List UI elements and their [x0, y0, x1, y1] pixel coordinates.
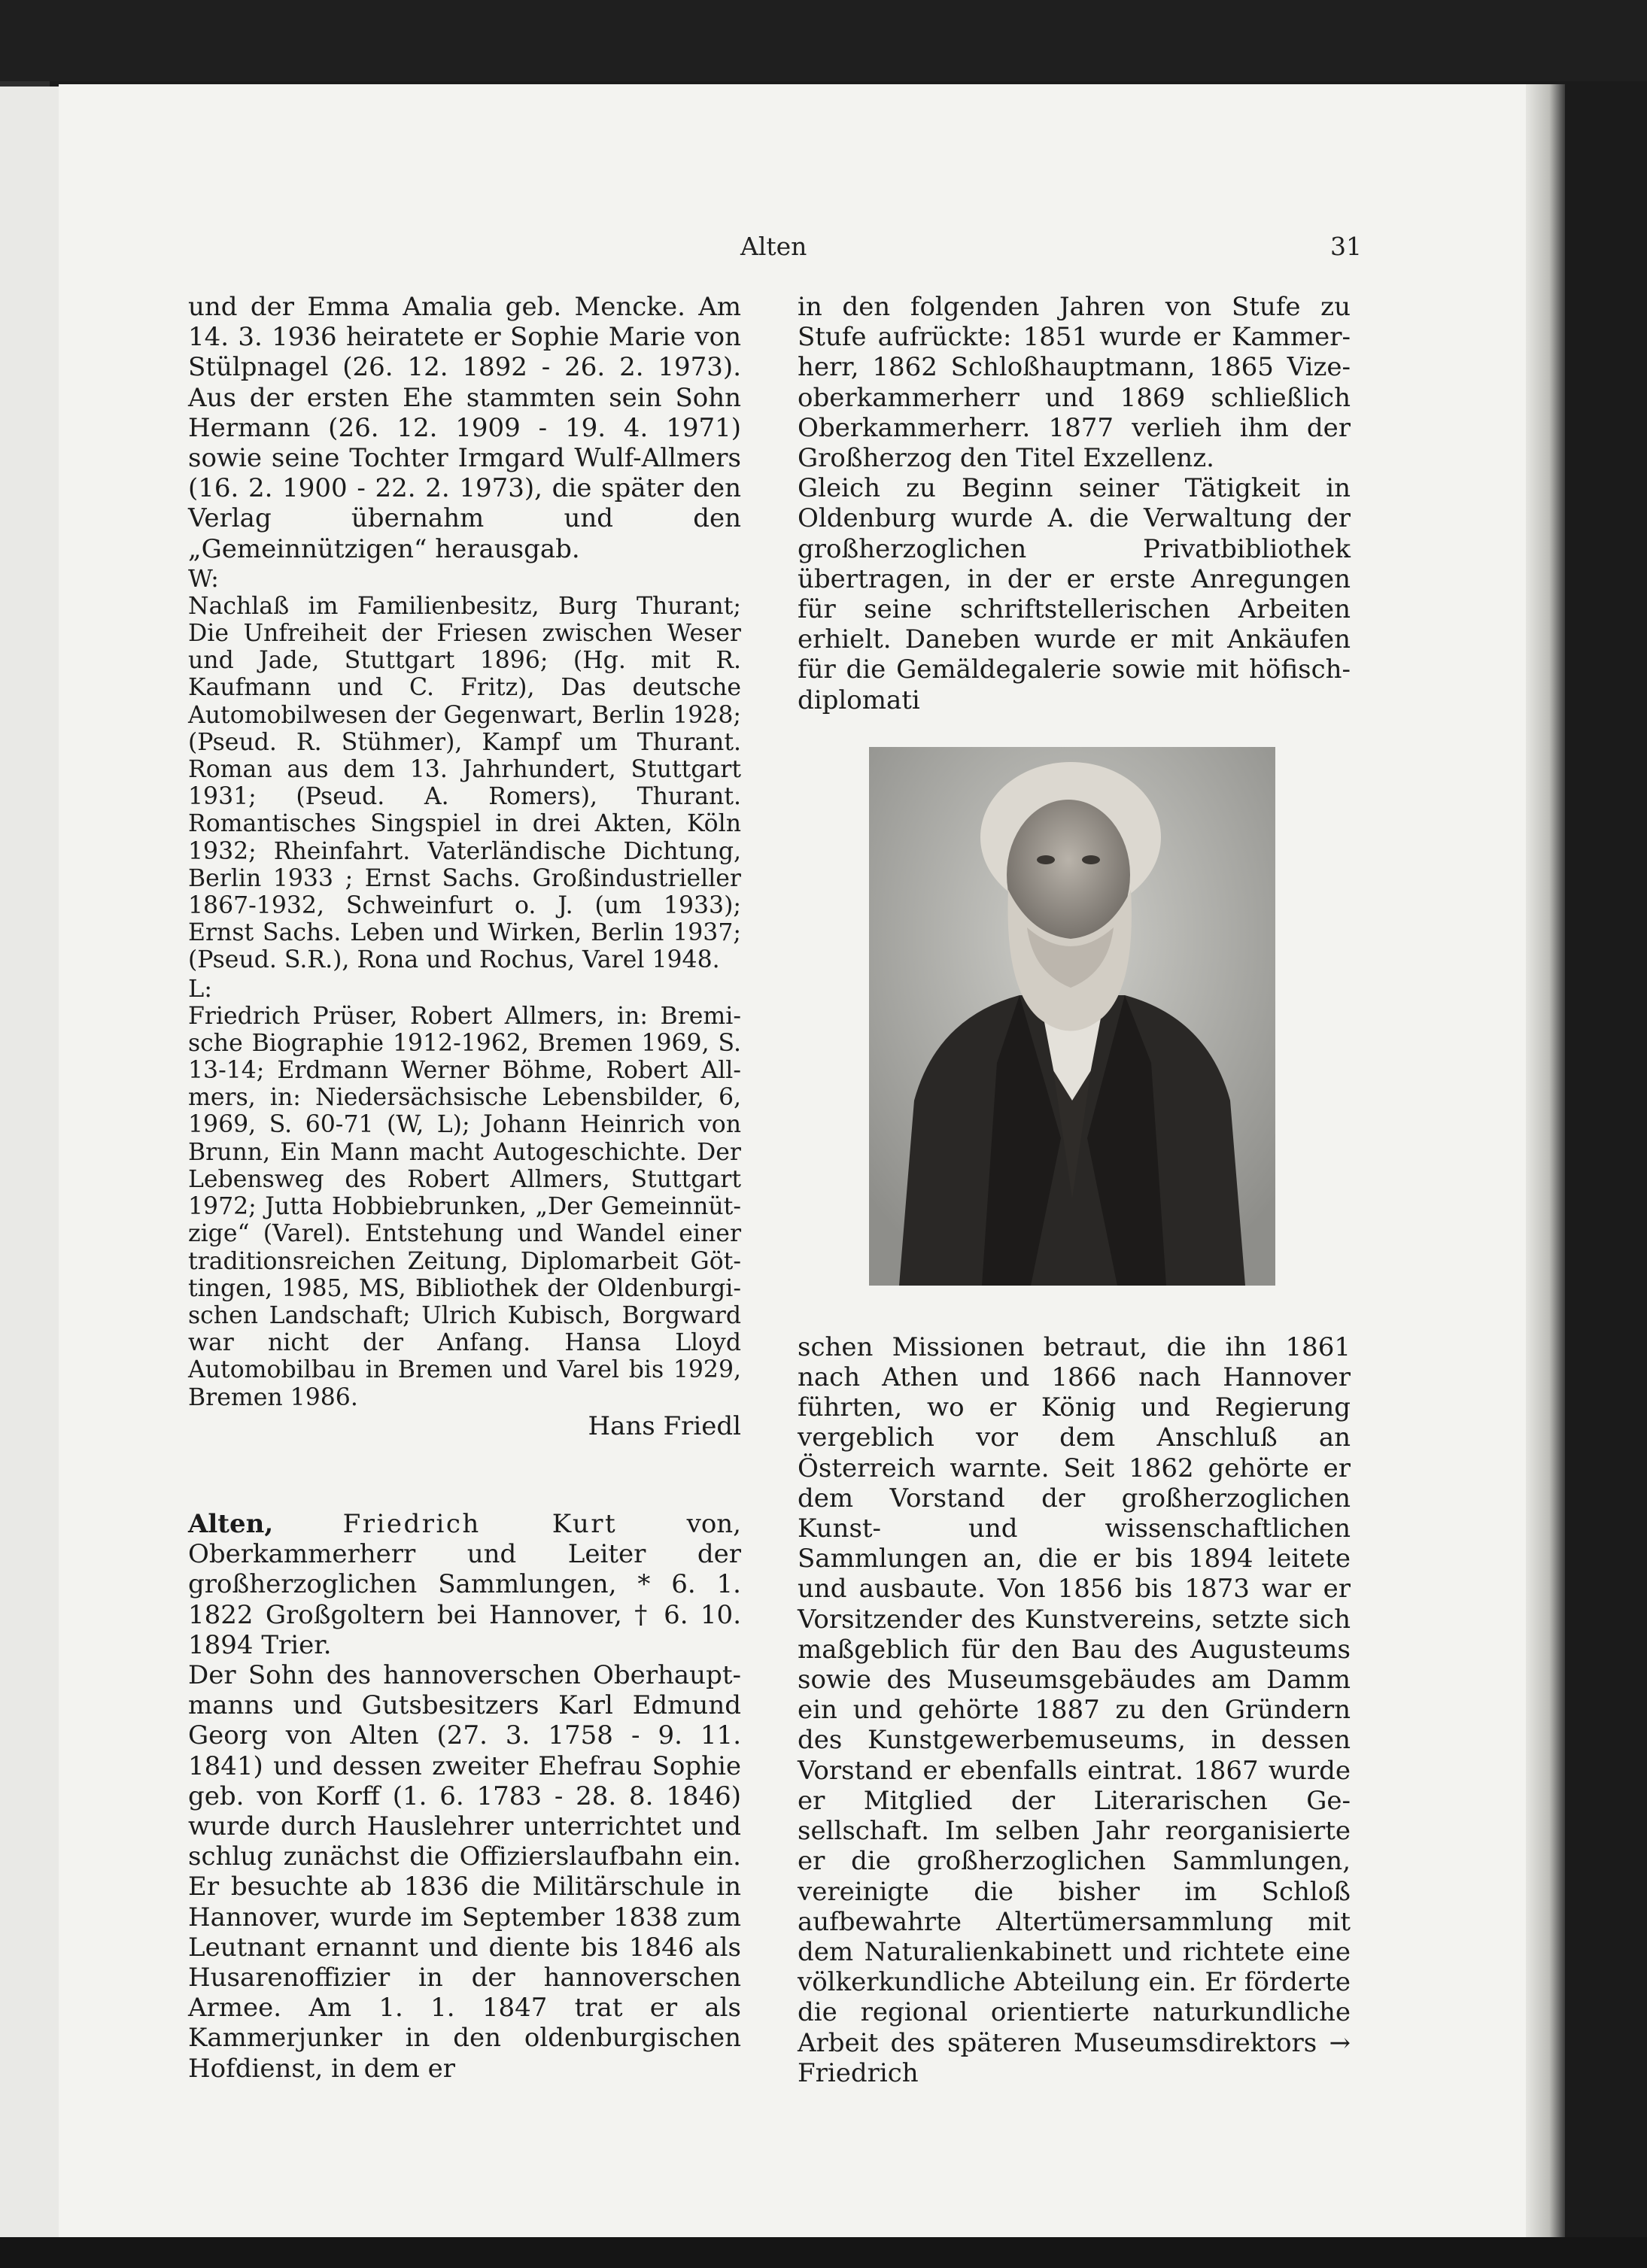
scan-background-top [0, 0, 1647, 81]
right-text-1: in den folgenden Jahren von Stufe zu Stufe aufrückte: 1851 wurde er Kammerherr, 1862 Schloßhauptmann, 1865 Vizeoberkammerherr und 1869 schließlich Oberkammerherr. 1877 verlieh ihm der Großherzog den Titel Exzellenz. [798, 292, 1351, 474]
literature-heading: L: [188, 973, 213, 1003]
running-head-title: Alten [740, 232, 807, 261]
page-stack-edge [1526, 84, 1565, 2237]
right-text-3: schen Missionen betraut, die ihn 1861 nach Athen und 1866 nach Hannover führten, wo er König und Regierung vergeblich vor dem Anschluß an Österreich warnte. Seit 1862 gehörte er dem Vorstand der großherzoglichen Kunst- und wissenschaftlichen Sammlungen an, die er bis 1894 leitete und ausbaute. Von 1856 bis 1873 war er Vorsitzender des Kunstvereins, setzte sich maßgeblich für den Bau des Augusteums sowie des Museumsgebäudes am Damm ein und gehörte 1887 zu den Gründern des Kunstgewerbemuseums, in dessen Vorstand er ebenfalls eintrat. 1867 wurde er Mitglied der Literarischen Gesellschaft. Im selben Jahr reorganisierte er die großherzoglichen Sammlungen, vereinigte die bisher im Schloß aufbewahrte Altertümersammlung mit dem Naturalienkabinett und richtete eine völkerkundliche Abteilung ein. Er förderte die regional orientierte naturkundliche Arbeit des späteren Museumsdirektors → Friedrich [798, 1331, 1351, 2088]
entry-lemma: Alten, [188, 1508, 274, 1539]
scan-background-bottom [0, 2237, 1647, 2268]
page-number: 31 [1330, 232, 1362, 261]
entry-author: Hans Friedl [588, 1410, 741, 1441]
entry-separator [188, 1441, 741, 1509]
running-head [188, 135, 1362, 261]
entry-header-details: von, Oberkammerherr und Leiter der großherzoglichen Sammlungen, * 6. 1. 1822 Großgoltern bei Hannover, † 6. 10. 1894 Trier. [188, 1508, 741, 1660]
portrait-image [869, 747, 1275, 1286]
literature-list: Friedrich Prüser, Robert Allmers, in: Bremische Biographie 1912-1962, Bremen 1969, S. 13-14; Erdmann Werner Böhme, Robert Allmers, in: Niedersächsische Lebensbilder, 6, 1969, S. 60-71 (W, L); Johann Heinrich von Brunn, Ein Mann macht Autogeschichte. Der Lebensweg des Robert Allmers, Stuttgart 1972; Jutta Hobbiebrunken, „Der Gemeinnützige“ (Varel). Entstehung und Wandel einer traditionsreichen Zeitung, Diplomarbeit Göttingen, 1985, MS, Bibliothek der Oldenburgischen Landschaft; Ulrich Kubisch, Borgward war nicht der Anfang. Hansa Lloyd Automobilbau in Bremen und Varel bis 1929, Bremen 1986. [188, 1002, 741, 1411]
right-text-2: Gleich zu Beginn seiner Tätigkeit in Oldenburg wurde A. die Verwaltung der großherzoglichen Privatbibliothek übertragen, in der er erste Anregungen für seine schriftstellerischen Arbeiten erhielt. Daneben wurde er mit Ankäufen für die Gemäldegalerie sowie mit höfisch-diplomati [798, 473, 1351, 715]
entry-header [188, 1509, 741, 1660]
previous-page-edge [0, 87, 60, 2238]
entry-body: Der Sohn des hannoverschen Oberhauptmanns und Gutsbesitzers Karl Edmund Georg von Alten (27. 3. 1758 - 9. 11. 1841) und dessen zweiter Ehefrau Sophie geb. von Korff (1. 6. 1783 - 28. 8. 1846) wurde durch Hauslehrer unterrichtet und schlug zunächst die Offizierslaufbahn ein. Er besuchte ab 1836 die Militärschule in Hannover, wurde im September 1838 zum Leutnant ernannt und diente bis 1846 als Husarenoffizier in der hannoverschen Armee. Am 1. 1. 1847 trat er als Kammerjunker in den oldenburgischen Hofdienst, in dem er [188, 1659, 741, 2084]
left-column [188, 292, 741, 2084]
previous-entry-text: und der Emma Amalia geb. Mencke. Am 14. 3. 1936 heiratete er Sophie Marie von Stülpnagel (26. 12. 1892 - 26. 2. 1973). Aus der ersten Ehe stammten sein Sohn Hermann (26. 12. 1909 - 19. 4. 1971) sowie seine Tochter Irmgard Wulf-Allmers (16. 2. 1900 - 22. 2. 1973), die später den Verlag übernahm und den „Gemeinnützigen“ herausgab. [188, 292, 741, 564]
portrait-photo [869, 747, 1275, 1286]
works-list: Nachlaß im Familienbesitz, Burg Thurant; Die Unfreiheit der Friesen zwischen Weser und Jade, Stuttgart 1896; (Hg. mit R. Kaufmann und C. Fritz), Das deutsche Automobilwesen der Gegenwart, Berlin 1928; (Pseud. R. Stühmer), Kampf um Thurant. Roman aus dem 13. Jahrhundert, Stuttgart 1931; (Pseud. A. Romers), Thurant. Romantisches Singspiel in drei Akten, Köln 1932; Rheinfahrt. Vaterländische Dichtung, Berlin 1933 ; Ernst Sachs. Großindustrieller 1867-1932, Schweinfurt o. J. (um 1933); Ernst Sachs. Leben und Wirken, Berlin 1937; (Pseud. S.R.), Rona und Rochus, Varel 1948. [188, 592, 741, 974]
works-heading: W: [188, 563, 219, 593]
entry-given-name: Friedrich Kurt [342, 1508, 618, 1539]
